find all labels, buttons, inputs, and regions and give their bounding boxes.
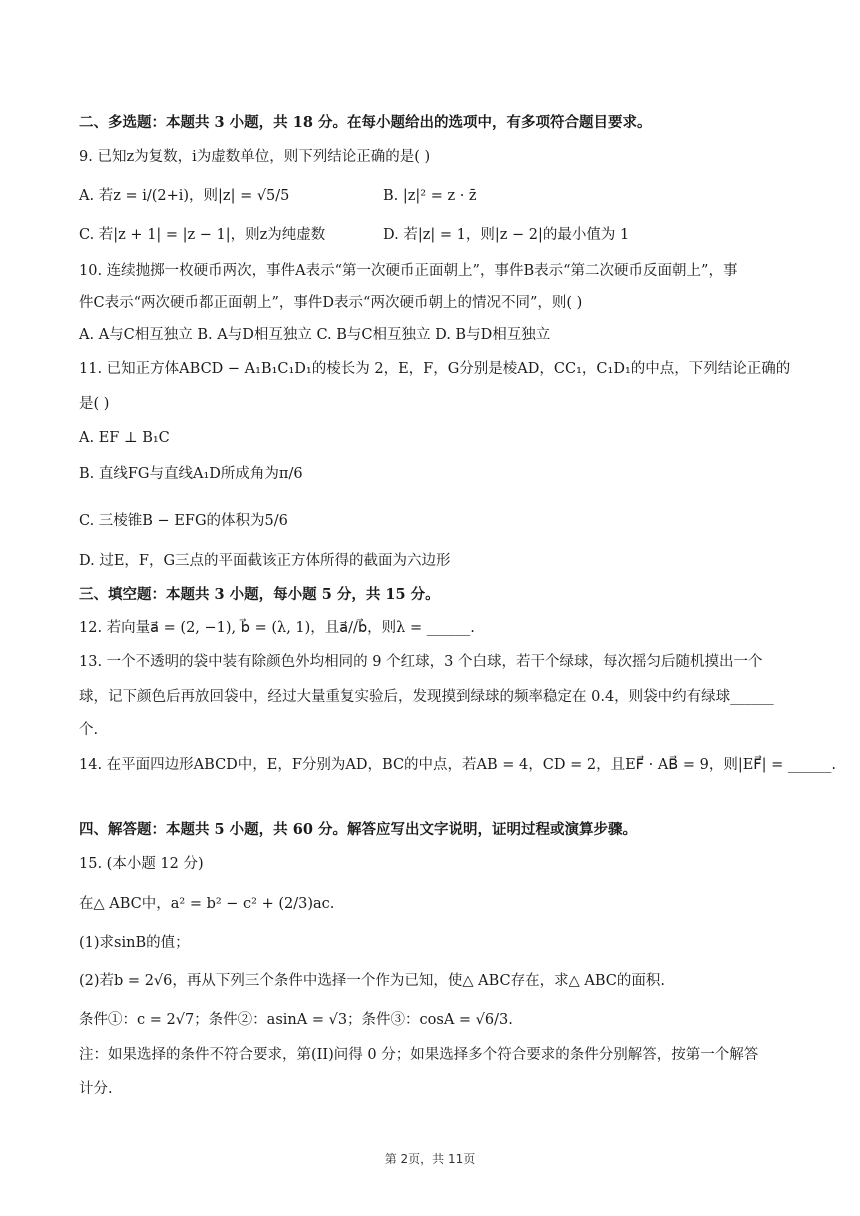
q11-stem-line2: 是( )	[79, 396, 110, 412]
q13-line2: 球，记下颜色后再放回袋中，经过大量重复实验后，发现摸到绿球的频率稳定在 0.4，则袋中约有绿球______	[79, 689, 774, 705]
q10-stem-line1: 10. 连续抛掷一枚硬币两次，事件A表示“第一次硬币正面朝上”，事件B表示“第二次硬币反面朝上”，事	[79, 263, 738, 279]
q15-conditions: 条件①：c = 2√7；条件②：asinA = √3；条件③：cosA = √6/3.	[79, 1012, 513, 1028]
page-footer: 第 2页，共 11页	[384, 1152, 476, 1166]
q11-option-a: A. EF ⊥ B₁C	[79, 430, 170, 446]
q15-title: 15. (本小题 12 分)	[79, 856, 204, 872]
multi-choice-section-header: 二、多选题：本题共 3 小题，共 18 分。在每小题给出的选项中，有多项符合题目要求。	[79, 114, 652, 131]
q15-part1: (1)求sinB的值；	[79, 935, 190, 951]
q13-line1: 13. 一个不透明的袋中装有除颜色外均相同的 9 个红球，3 个白球，若干个绿球，每次摇匀后随机摸出一个	[79, 654, 763, 670]
q12: 12. 若向量a⃗ = (2, −1), b⃗ = (λ, 1)，且a⃗//b⃗，则λ = ______.	[79, 620, 475, 636]
q11-option-d: D. 过E，F，G三点的平面截该正方体所得的截面为六边形	[79, 553, 451, 569]
q15-part2: (2)若b = 2√6，再从下列三个条件中选择一个作为已知，使△ ABC存在，求△ ABC的面积.	[79, 973, 665, 989]
q9-option-c: C. 若|z + 1| = |z − 1|，则z为纯虚数	[79, 227, 326, 243]
q9-option-b: B. |z|² = z · z̄	[383, 188, 477, 204]
q9-stem: 9. 已知z为复数，i为虚数单位，则下列结论正确的是( )	[79, 149, 431, 165]
q14: 14. 在平面四边形ABCD中，E，F分别为AD，BC的中点，若AB = 4，CD = 2，且EF⃗ · AB⃗ = 9，则|EF⃗| = ______.	[79, 757, 837, 773]
q11-option-b: B. 直线FG与直线A₁D所成角为π/6	[79, 466, 303, 482]
q10-options: A. A与C相互独立 B. A与D相互独立 C. B与C相互独立 D. B与D相互独立	[79, 327, 551, 343]
q11-stem-line1: 11. 已知正方体ABCD − A₁B₁C₁D₁的棱长为 2，E，F，G分别是棱AD，CC₁，C₁D₁的中点，下列结论正确的	[79, 361, 791, 377]
q10-stem-line2: 件C表示“两次硬币都正面朝上”，事件D表示“两次硬币朝上的情况不同”，则( )	[79, 295, 583, 311]
q15-given: 在△ ABC中，a² = b² − c² + (2/3)ac.	[79, 896, 335, 912]
q15-note-line2: 计分.	[79, 1081, 113, 1097]
q13-line3: 个.	[79, 722, 99, 738]
answer-section-header: 四、解答题：本题共 5 小题，共 60 分。解答应写出文字说明，证明过程或演算步骤。	[79, 821, 637, 838]
q11-option-c: C. 三棱锥B − EFG的体积为5/6	[79, 513, 288, 529]
q9-option-d: D. 若|z| = 1，则|z − 2|的最小值为 1	[383, 227, 630, 243]
q9-option-a: A. 若z = i/(2+i)，则|z| = √5/5	[79, 188, 290, 204]
fill-section-header: 三、填空题：本题共 3 小题，每小题 5 分，共 15 分。	[79, 586, 440, 603]
q15-note-line1: 注：如果选择的条件不符合要求，第(II)问得 0 分；如果选择多个符合要求的条件分别解答，按第一个解答	[79, 1047, 759, 1063]
